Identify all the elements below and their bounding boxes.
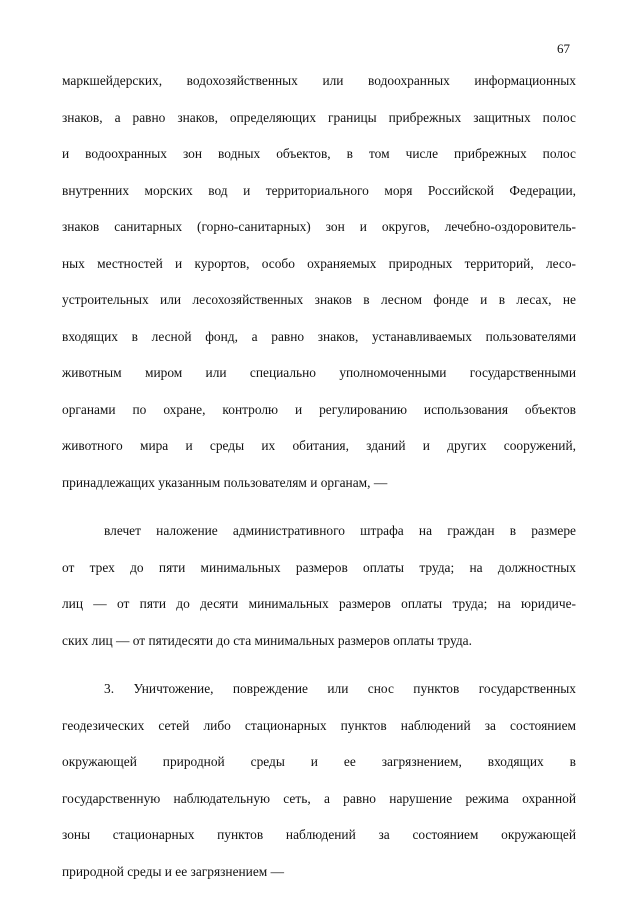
text-line: входящих в лесной фонд, а равно знаков, устанавливаемых пользователями [62, 328, 576, 344]
text-line: окружающей природной среды и ее загрязнением, входящих в [62, 754, 576, 769]
text-line: государственную наблюдательную сеть, а равно нарушение режима охранной [62, 790, 576, 806]
text-line: внутренних морских вод и территориального моря Российской Федерации, [62, 182, 576, 198]
text-line: природной среды и ее загрязнением — [62, 863, 284, 879]
text-line: устроительных или лесохозяйственных знаков в лесном фонде и в лесах, не [62, 292, 576, 307]
text-line: зоны стационарных пунктов наблюдений за состоянием окружающей [62, 827, 576, 842]
text-line: знаков санитарных (горно-санитарных) зон и округов, лечебно-оздоровитель- [62, 219, 576, 234]
text-line: животного мира и среды их обитания, зданий и других сооружений, [62, 438, 576, 453]
text-line: от трех до пяти минимальных размеров оплаты труда; на должностных [62, 559, 576, 575]
paragraph-gap [62, 659, 576, 671]
text-line: и водоохранных зон водных объектов, в том числе прибрежных полос [62, 146, 576, 161]
text-line: ских лиц — от пятидесяти до ста минимальных размеров оплаты труда. [62, 632, 472, 648]
text-line: животным миром или специально уполномоченными государственными [62, 365, 576, 380]
text-line: влечет наложение административного штрафа на граждан в размере [104, 523, 576, 538]
document-body [62, 63, 576, 890]
page-number: 67 [557, 41, 570, 56]
text-line: знаков, а равно знаков, определяющих границы прибрежных защитных полос [62, 109, 576, 125]
text-line: органами по охране, контролю и регулированию использования объектов [62, 401, 576, 417]
paragraph-gap [62, 501, 576, 513]
text-line: принадлежащих указанным пользователям и органам, — [62, 474, 388, 490]
text-line: геодезических сетей либо стационарных пунктов наблюдений за состоянием [62, 717, 576, 733]
text-line: ных местностей и курортов, особо охраняемых природных территорий, лесо- [62, 255, 576, 271]
text-line: 3. Уничтожение, повреждение или снос пунктов государственных [104, 681, 576, 696]
text-line: лиц — от пяти до десяти минимальных размеров оплаты труда; на юридиче- [62, 596, 576, 611]
text-line: маркшейдерских, водохозяйственных или водоохранных информационных [62, 73, 576, 88]
